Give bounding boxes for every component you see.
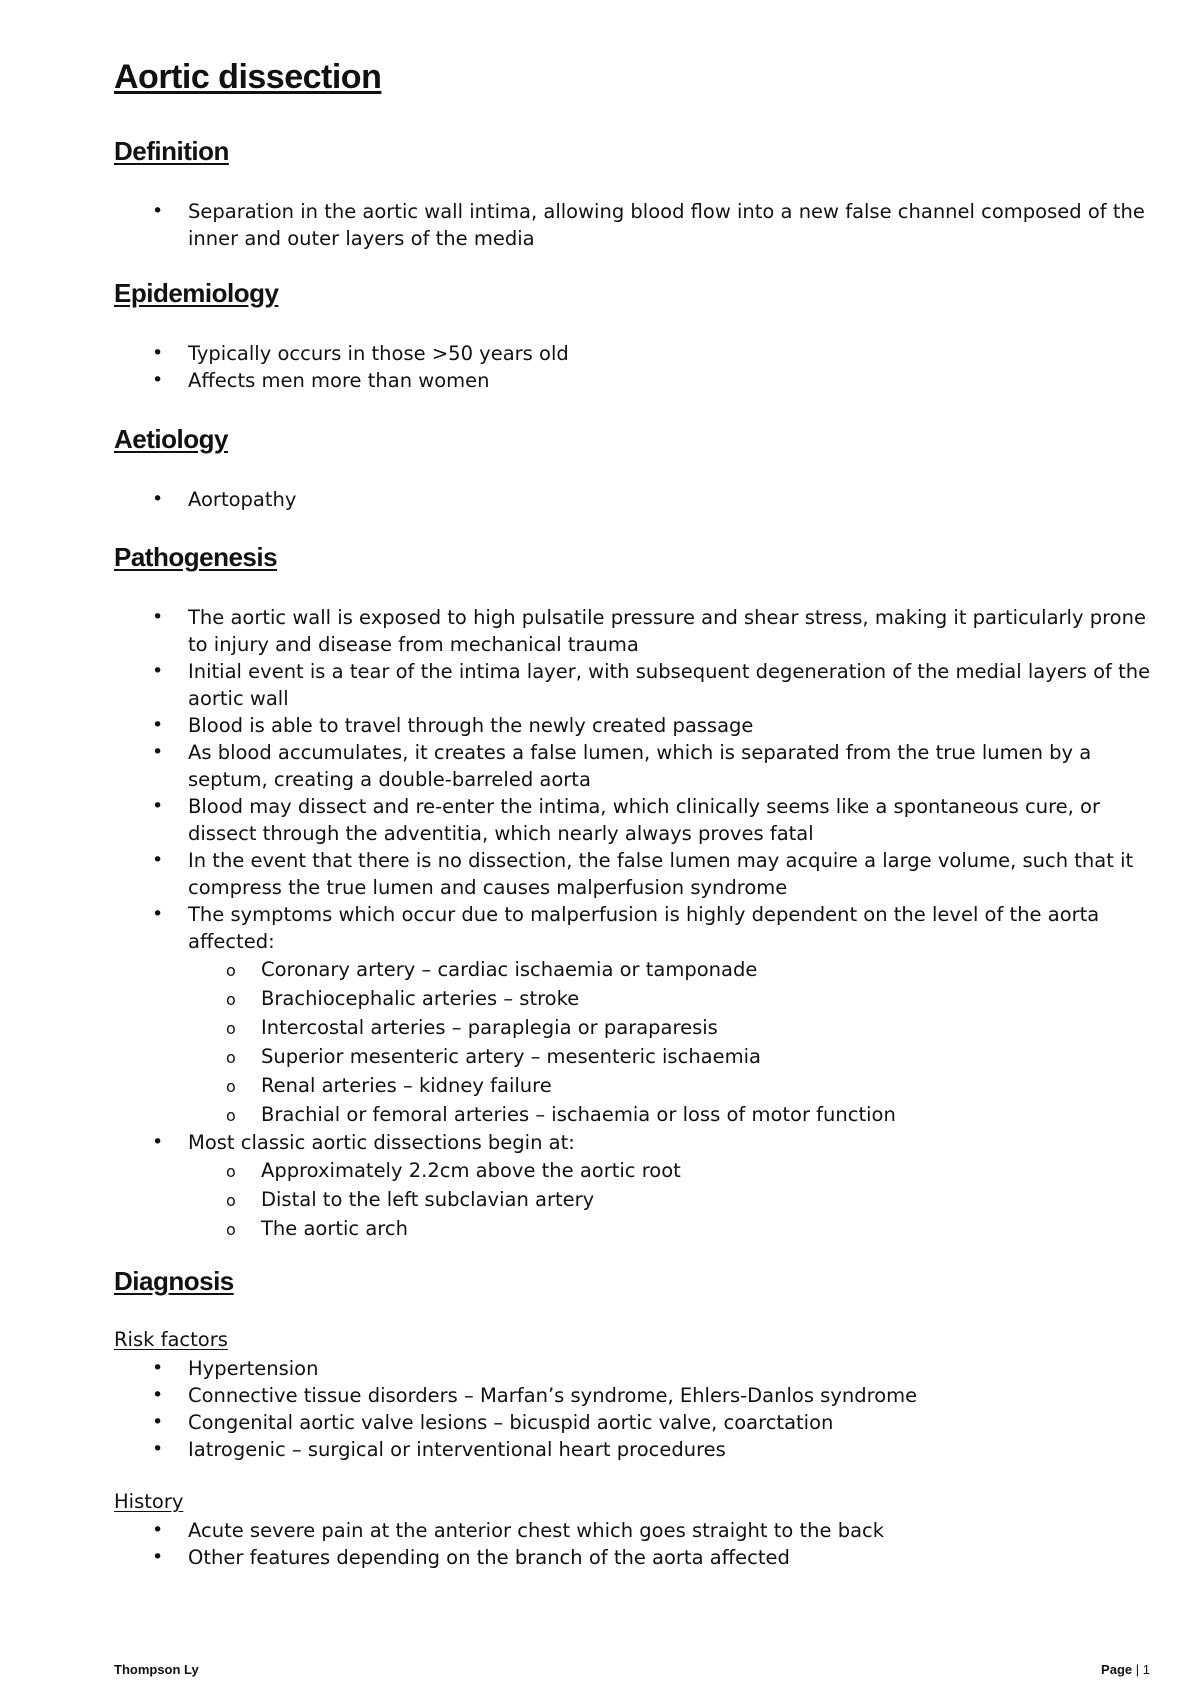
history-list: [114, 1517, 1154, 1571]
risk-factors-list: [114, 1355, 1154, 1463]
footer-author: Thompson Ly: [114, 1662, 199, 1677]
list-item: • The symptoms which occur due to malperfusion is highly dependent on the level of the aorta affected:: [152, 903, 1100, 953]
bullet-icon: •: [152, 741, 164, 763]
bullet-icon: •: [152, 1519, 164, 1541]
aetiology-list: [114, 486, 1154, 513]
list-item: • Acute severe pain at the anterior chest which goes straight to the back: [152, 1519, 885, 1542]
list-item: • Iatrogenic – surgical or interventional heart procedures: [152, 1438, 726, 1461]
bullet-icon: •: [152, 200, 164, 222]
bullet-icon: •: [152, 903, 164, 925]
bullet-icon: •: [152, 1546, 164, 1568]
page-separator: |: [1135, 1662, 1140, 1677]
bullet-icon: •: [152, 1438, 164, 1460]
bullet-icon: •: [152, 660, 164, 682]
bullet-icon: •: [152, 342, 164, 364]
heading-pathogenesis: Pathogenesis: [114, 542, 278, 572]
sub-list-item: o Brachiocephalic arteries – stroke: [114, 984, 1154, 1013]
sub-list-item: o Renal arteries – kidney failure: [114, 1071, 1154, 1100]
list-item: • Blood may dissect and re-enter the intima, which clinically seems like a spontaneous cure, or dissect through the adventitia, which nearly always proves fatal: [152, 795, 1100, 845]
sub-bullet-icon: o: [226, 1162, 236, 1181]
list-item: • Most classic aortic dissections begin at:: [152, 1131, 575, 1154]
bullet-icon: •: [152, 488, 164, 510]
page-label: Page: [1101, 1662, 1133, 1677]
bullet-icon: •: [152, 849, 164, 871]
sub-list-item: o The aortic arch: [114, 1214, 1154, 1243]
sub-bullet-icon: o: [226, 1106, 236, 1125]
list-item: • The aortic wall is exposed to high pulsatile pressure and shear stress, making it particularly prone to injury and disease from mechanical trauma: [152, 606, 1146, 656]
page-number: 1: [1142, 1662, 1150, 1677]
list-item: • Other features depending on the branch of the aorta affected: [152, 1546, 790, 1569]
epidemiology-list: [114, 340, 1154, 394]
heading-definition: Definition: [114, 136, 229, 166]
bullet-icon: •: [152, 1357, 164, 1379]
bullet-icon: •: [152, 1131, 164, 1153]
list-item: • Congenital aortic valve lesions – bicuspid aortic valve, coarctation: [152, 1411, 834, 1434]
bullet-icon: •: [152, 606, 164, 628]
subheading-risk-factors: Risk factors: [114, 1328, 228, 1351]
bullet-icon: •: [152, 795, 164, 817]
list-item: • As blood accumulates, it creates a false lumen, which is separated from the true lumen by a septum, creating a double-barreled aorta: [152, 741, 1092, 791]
definition-list: [114, 198, 1154, 252]
list-item: • Separation in the aortic wall intima, allowing blood flow into a new false channel composed of the inner and outer layers of the media: [152, 200, 1145, 250]
list-item: • Aortopathy: [152, 488, 297, 511]
list-item: • Hypertension: [152, 1357, 319, 1380]
list-item: • Typically occurs in those >50 years old: [152, 342, 569, 365]
list-item: • Connective tissue disorders – Marfan’s syndrome, Ehlers-Danlos syndrome: [152, 1384, 918, 1407]
sub-list-item: o Intercostal arteries – paraplegia or paraparesis: [114, 1013, 1154, 1042]
bullet-icon: •: [152, 714, 164, 736]
pathogenesis-list: [114, 604, 1154, 1243]
bullet-icon: •: [152, 369, 164, 391]
sub-bullet-icon: o: [226, 990, 236, 1009]
list-item: • Affects men more than women: [152, 369, 490, 392]
footer-page-number: [1101, 1662, 1150, 1677]
subheading-history: History: [114, 1490, 184, 1513]
heading-epidemiology: Epidemiology: [114, 278, 279, 308]
sub-bullet-icon: o: [226, 1191, 236, 1210]
sub-bullet-icon: o: [226, 1048, 236, 1067]
list-item: • Initial event is a tear of the intima layer, with subsequent degeneration of the medial layers of the aortic wall: [152, 660, 1151, 710]
list-item: • In the event that there is no dissection, the false lumen may acquire a large volume, such that it compress the true lumen and causes malperfusion syndrome: [152, 849, 1134, 899]
sub-list-item: o Approximately 2.2cm above the aortic root: [114, 1156, 1154, 1185]
sub-list-item: o Coronary artery – cardiac ischaemia or tamponade: [114, 955, 1154, 984]
list-item: • Blood is able to travel through the newly created passage: [152, 714, 754, 737]
sub-bullet-icon: o: [226, 1220, 236, 1239]
heading-diagnosis: Diagnosis: [114, 1266, 234, 1296]
sub-bullet-icon: o: [226, 1019, 236, 1038]
sub-list-item: o Distal to the left subclavian artery: [114, 1185, 1154, 1214]
bullet-icon: •: [152, 1384, 164, 1406]
document-title: Aortic dissection: [114, 58, 382, 96]
sub-list-item: o Brachial or femoral arteries – ischaemia or loss of motor function: [114, 1100, 1154, 1129]
sub-list-item: o Superior mesenteric artery – mesenteric ischaemia: [114, 1042, 1154, 1071]
sub-bullet-icon: o: [226, 961, 236, 980]
bullet-icon: •: [152, 1411, 164, 1433]
heading-aetiology: Aetiology: [114, 424, 228, 454]
sub-bullet-icon: o: [226, 1077, 236, 1096]
